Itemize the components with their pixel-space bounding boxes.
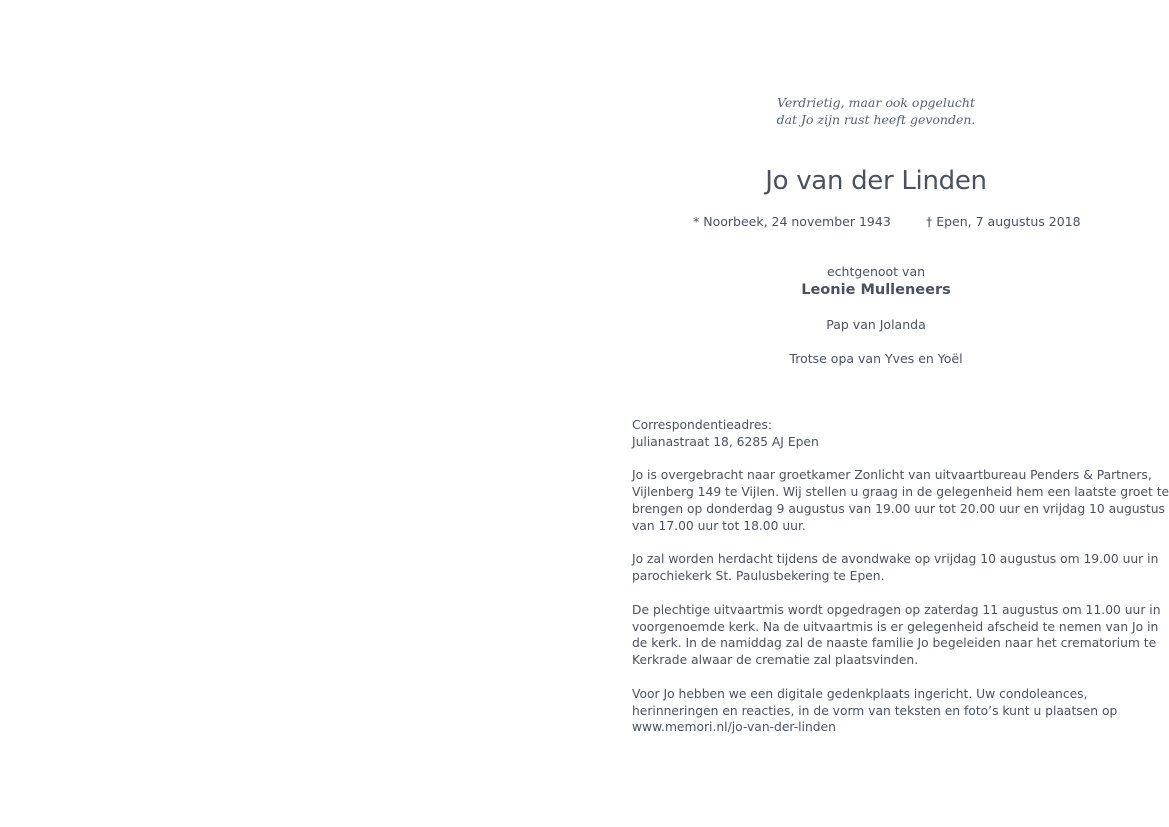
funeral-mass-line: De plechtige uitvaartmis wordt opgedragen op zaterdag 11 augustus om 11.00 uur in (632, 602, 1161, 617)
vigil-line: parochiekerk St. Paulusbekering te Epen. (632, 569, 885, 584)
viewing-paragraph (632, 467, 1169, 534)
address-label: Correspondentieadres: (632, 418, 773, 432)
grandchildren-line: Trotse opa van Yves en Yoël (789, 351, 963, 366)
right-page (584, 0, 1169, 827)
funeral-mass-paragraph (632, 602, 1161, 669)
spouse-label: echtgenoot van (826, 264, 926, 279)
viewing-line: Jo is overgebracht naar groetkamer Zonlicht van uitvaartbureau Penders & Partners, (632, 468, 1152, 483)
motto-line-2: dat Jo zijn rust heeft gevonden. (776, 112, 976, 127)
motto-line-1: Verdrietig, maar ook opgelucht (777, 95, 975, 110)
vigil-line: Jo zal worden herdacht tijdens de avondwake op vrijdag 10 augustus om 19.00 uur in (632, 552, 1159, 567)
motto (632, 94, 1120, 128)
address-value: Julianastraat 18, 6285 AJ Epen (632, 434, 819, 449)
funeral-mass-line: de kerk. In de namiddag zal de naaste familie Jo begeleiden naar het crematorium te (632, 636, 1157, 651)
memorial-url: www.memori.nl/jo-van-der-linden (632, 720, 836, 735)
deceased-name: Jo van der Linden (765, 166, 987, 196)
left-blank-page (0, 0, 584, 827)
funeral-info (632, 417, 1169, 753)
viewing-line: brengen op donderdag 9 augustus van 19.00 uur tot 20.00 uur en vrijdag 10 augustus (632, 501, 1165, 516)
address-block (632, 417, 1124, 451)
viewing-line: Vijlenberg 149 te Vijlen. Wij stellen u graag in de gelegenheid hem een laatste groet te (632, 485, 1169, 500)
memorial-line: Voor Jo hebben we een digitale gedenkplaats ingericht. Uw condoleances, (632, 686, 1088, 701)
viewing-line: van 17.00 uur tot 18.00 uur. (632, 518, 806, 533)
vigil-paragraph (632, 551, 1159, 585)
death-info: † Epen, 7 augustus 2018 (926, 214, 1081, 229)
funeral-mass-line: Kerkrade alwaar de crematie zal plaatsvinden. (632, 653, 919, 668)
child-line: Pap van Jolanda (826, 317, 926, 332)
birth-info: * Noorbeek, 24 november 1943 (693, 214, 891, 229)
funeral-mass-line: voorgenoemde kerk. Na de uitvaartmis is er gelegenheid afscheid te nemen van Jo in (632, 619, 1159, 634)
memorial-line: herinneringen en reacties, in de vorm van teksten en foto’s kunt u plaatsen op (632, 703, 1118, 718)
memorial-paragraph (632, 686, 1124, 736)
spouse-name: Leonie Mulleneers (801, 282, 951, 298)
